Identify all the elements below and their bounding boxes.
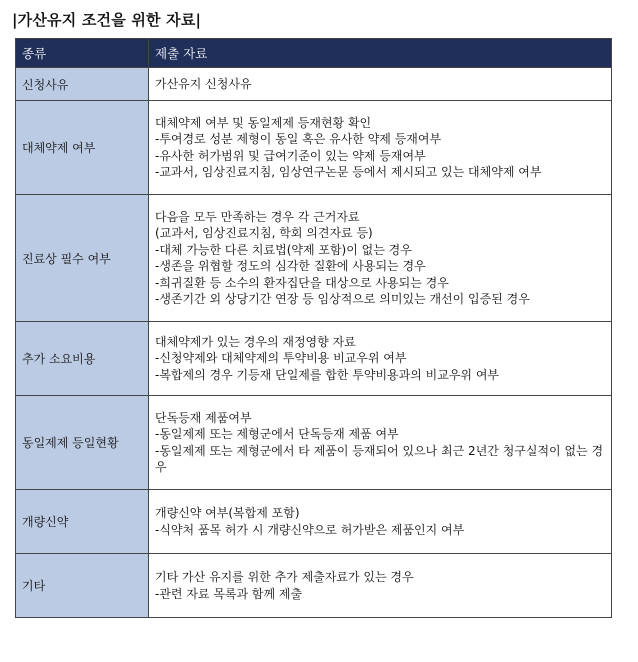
table-row [16,396,612,490]
row-category: 대체약제 여부 [16,101,149,195]
header-type: 종류 [16,39,149,68]
row-details [149,195,612,322]
table-row [16,322,612,396]
row-category: 개량신약 [16,490,149,554]
row-category: 기타 [16,554,149,618]
detail-line: -투여경로 성분 제형이 동일 혹은 유사한 약제 등재여부 [155,132,442,146]
detail-line: 대체약제가 있는 경우의 재정영향 자료 [155,334,356,349]
detail-line: -식약처 품목 허가 시 개량신약으로 허가받은 제품인지 여부 [155,522,465,537]
detail-line: 기타 가산 유지를 위한 추가 제출자료가 있는 경우 [155,570,414,584]
row-details [149,322,612,396]
table-row [16,554,612,618]
detail-line: -동일제제 또는 제형군에서 단독등재 제품 여부 [155,427,399,441]
detail-line: -대체 가능한 다른 치료법(약제 포함)이 없는 경우 [155,242,412,257]
detail-line: -생존을 위협할 정도의 심각한 질환에 사용되는 경우 [155,259,426,273]
detail-line: -유사한 허가범위 및 급여기준이 있는 약제 등재여부 [155,148,426,163]
detail-line: -동일제제 또는 제형군에서 타 제품이 등재되어 있으나 최근 2년간 청구실적이 없는 경우 [155,443,604,474]
row-details [149,101,612,195]
row-details [149,554,612,618]
detail-line: -희귀질환 등 소수의 환자집단을 대상으로 사용되는 경우 [155,275,449,290]
row-category: 동일제제 등일현황 [16,396,149,490]
detail-line: 대체약제 여부 및 동일제제 등재현황 확인 [155,115,372,130]
detail-line: 가산유지 신청사유 [155,76,252,91]
table-row [16,101,612,195]
detail-line: -복합제의 경우 기등재 단일제를 합한 투약비용과의 비교우위 여부 [155,367,500,382]
detail-line: -교과서, 임상진료지침, 임상연구논문 등에서 제시되고 있는 대체약제 여부 [155,165,542,179]
detail-line: (교과서, 임상진료지침, 학회 의견자료 등) [155,226,373,240]
document-title: |가산유지 조건을 위한 자료| [12,11,202,29]
table-row [16,68,612,101]
detail-line: -신청약제와 대체약제의 투약비용 비교우위 여부 [155,351,407,366]
row-details [149,68,612,101]
table-row [16,490,612,554]
detail-line: -관련 자료 목록과 함께 제출 [155,586,303,601]
row-category: 추가 소요비용 [16,322,149,396]
row-details [149,396,612,490]
header-materials: 제출 자료 [149,39,612,68]
row-category: 진료상 필수 여부 [16,195,149,322]
detail-line: 개량신약 여부(복합제 포함) [155,506,300,520]
detail-line: 단독등재 제품여부 [155,410,252,425]
detail-line: 다음을 모두 만족하는 경우 각 근거자료 [155,209,360,224]
row-category: 신청사유 [16,68,149,101]
table-row [16,195,612,322]
detail-line: -생존기간 외 상당기간 연장 등 임상적으로 의미있는 개선이 입증된 경우 [155,292,530,306]
submission-table [15,38,612,618]
row-details [149,490,612,554]
table-header-row [16,39,612,68]
